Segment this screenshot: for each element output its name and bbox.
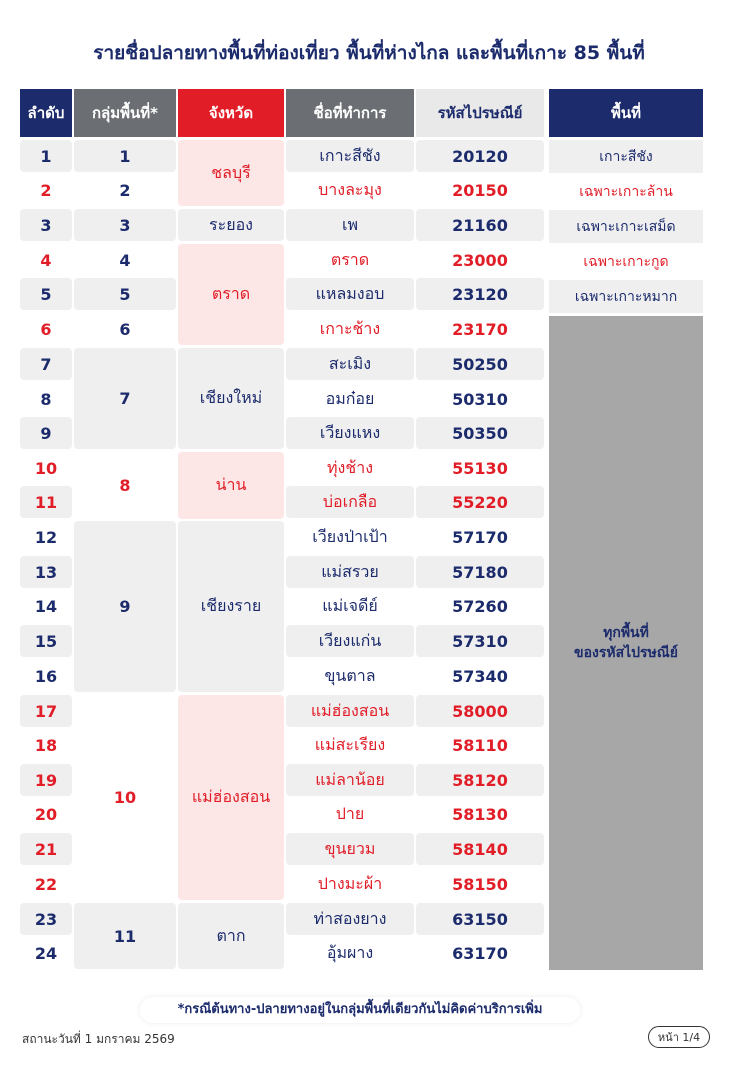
group-cell: 11 [74, 903, 176, 969]
office-cell: แม่ฮ่องสอน [286, 695, 414, 727]
postcode-cell: 58120 [416, 764, 544, 796]
order-cell: 16 [20, 660, 72, 692]
office-cell: ทุ่งช้าง [286, 452, 414, 484]
province-cell: ระยอง [178, 209, 284, 241]
order-cell: 8 [20, 383, 72, 415]
postcode-cell: 58110 [416, 729, 544, 761]
office-cell: บ่อเกลือ [286, 486, 414, 518]
postcode-cell: 57260 [416, 590, 544, 622]
order-cell: 14 [20, 590, 72, 622]
office-cell: แม่ลาน้อย [286, 764, 414, 796]
area-cell: เฉพาะเกาะหมาก [549, 280, 703, 313]
postcode-cell: 63170 [416, 937, 544, 969]
area-all-line2: ของรหัสไปรษณีย์ [574, 645, 678, 661]
postcode-cell: 58130 [416, 798, 544, 830]
order-cell: 5 [20, 278, 72, 310]
order-cell: 18 [20, 729, 72, 761]
office-cell: สะเมิง [286, 348, 414, 380]
province-cell: เชียงใหม่ [178, 348, 284, 449]
order-cell: 3 [20, 209, 72, 241]
postcode-cell: 50350 [416, 417, 544, 449]
area-cell: เกาะสีชัง [549, 140, 703, 173]
office-cell: เกาะสีชัง [286, 140, 414, 172]
area-all-line1: ทุกพื้นที่ [603, 625, 649, 641]
office-cell: แม่สะเรียง [286, 729, 414, 761]
header-area: พื้นที่ [549, 89, 703, 137]
office-cell: เวียงป่าเป้า [286, 521, 414, 553]
office-cell: แหลมงอบ [286, 278, 414, 310]
office-cell: ท่าสองยาง [286, 903, 414, 935]
office-cell: เกาะช้าง [286, 313, 414, 345]
order-cell: 21 [20, 833, 72, 865]
postcode-cell: 23170 [416, 313, 544, 345]
postcode-cell: 20150 [416, 174, 544, 206]
area-cell-all [549, 316, 703, 970]
postcode-cell: 55220 [416, 486, 544, 518]
office-cell: แม่เจดีย์ [286, 590, 414, 622]
order-cell: 2 [20, 174, 72, 206]
order-cell: 11 [20, 486, 72, 518]
group-cell: 2 [74, 174, 176, 206]
postcode-cell: 50250 [416, 348, 544, 380]
header-office: ชื่อที่ทำการ [286, 89, 414, 137]
header-group: กลุ่มพื้นที่* [74, 89, 176, 137]
order-cell: 9 [20, 417, 72, 449]
office-cell: ปาย [286, 798, 414, 830]
postcode-cell: 23120 [416, 278, 544, 310]
office-cell: ขุนยวม [286, 833, 414, 865]
order-cell: 24 [20, 937, 72, 969]
footnote: *กรณีต้นทาง-ปลายทางอยู่ในกลุ่มพื้นที่เดียวกันไม่คิดค่าบริการเพิ่ม [140, 997, 580, 1023]
group-cell: 9 [74, 521, 176, 692]
postcode-cell: 23000 [416, 244, 544, 276]
order-cell: 4 [20, 244, 72, 276]
office-cell: แม่สรวย [286, 556, 414, 588]
postcode-cell: 57180 [416, 556, 544, 588]
order-cell: 23 [20, 903, 72, 935]
order-cell: 1 [20, 140, 72, 172]
order-cell: 10 [20, 452, 72, 484]
order-cell: 22 [20, 868, 72, 900]
order-cell: 19 [20, 764, 72, 796]
office-cell: อมก๋อย [286, 383, 414, 415]
group-cell: 10 [74, 695, 176, 900]
office-cell: ปางมะผ้า [286, 868, 414, 900]
order-cell: 20 [20, 798, 72, 830]
office-cell: เวียงแก่น [286, 625, 414, 657]
province-cell: เชียงราย [178, 521, 284, 692]
area-cell: เฉพาะเกาะเสม็ด [549, 210, 703, 243]
group-cell: 3 [74, 209, 176, 241]
header-order: ลำดับ [20, 89, 72, 137]
office-cell: อุ้มผาง [286, 937, 414, 969]
order-cell: 15 [20, 625, 72, 657]
group-cell: 4 [74, 244, 176, 276]
area-cell: เฉพาะเกาะกูด [549, 245, 703, 278]
group-cell: 1 [74, 140, 176, 172]
postcode-cell: 58000 [416, 695, 544, 727]
province-cell: ชลบุรี [178, 140, 284, 206]
postcode-cell: 58140 [416, 833, 544, 865]
header-province: จังหวัด [178, 89, 284, 137]
page-title: รายชื่อปลายทางพื้นที่ท่องเที่ยว พื้นที่ห่างไกล และพื้นที่เกาะ 85 พื้นที่ [93, 42, 645, 64]
group-cell: 5 [74, 278, 176, 310]
page-indicator: หน้า 1/4 [648, 1026, 710, 1048]
postcode-cell: 57340 [416, 660, 544, 692]
group-cell: 6 [74, 313, 176, 345]
province-cell: แม่ฮ่องสอน [178, 695, 284, 900]
order-cell: 7 [20, 348, 72, 380]
postcode-cell: 63150 [416, 903, 544, 935]
office-cell: ขุนตาล [286, 660, 414, 692]
postcode-cell: 57170 [416, 521, 544, 553]
office-cell: บางละมุง [286, 174, 414, 206]
postcode-cell: 20120 [416, 140, 544, 172]
office-cell: ตราด [286, 244, 414, 276]
postcode-cell: 50310 [416, 383, 544, 415]
header-postcode: รหัสไปรษณีย์ [416, 89, 544, 137]
status-date: สถานะวันที่ 1 มกราคม 2569 [22, 1032, 175, 1046]
province-cell: น่าน [178, 452, 284, 519]
province-cell: ตราด [178, 244, 284, 345]
postcode-cell: 21160 [416, 209, 544, 241]
order-cell: 17 [20, 695, 72, 727]
area-cell: เฉพาะเกาะล้าน [549, 175, 703, 208]
group-cell: 7 [74, 348, 176, 449]
postcode-cell: 55130 [416, 452, 544, 484]
office-cell: เพ [286, 209, 414, 241]
office-cell: เวียงแหง [286, 417, 414, 449]
province-cell: ตาก [178, 903, 284, 969]
order-cell: 6 [20, 313, 72, 345]
group-cell: 8 [74, 452, 176, 519]
postcode-cell: 57310 [416, 625, 544, 657]
order-cell: 13 [20, 556, 72, 588]
order-cell: 12 [20, 521, 72, 553]
postcode-cell: 58150 [416, 868, 544, 900]
